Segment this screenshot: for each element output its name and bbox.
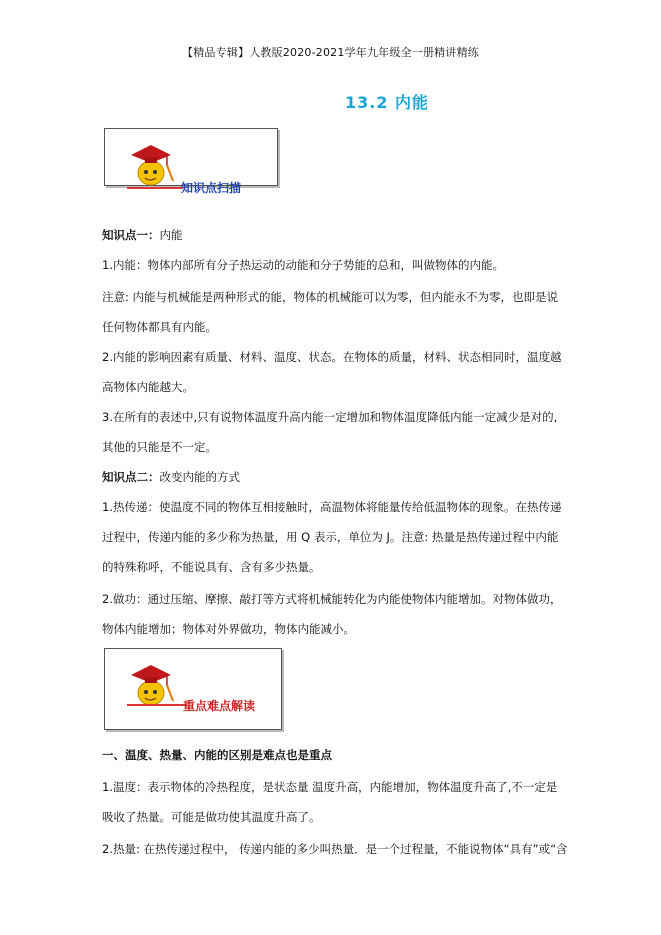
graduate-mascot-icon <box>121 657 177 709</box>
page-header: 【精品专辑】人教版2020-2021学年九年级全一册精讲精练 <box>182 46 479 59</box>
paragraph: 吸收了热量。可能是做功使其温度升高了。 <box>102 810 321 824</box>
paragraph: 1.热传递：使温度不同的物体互相接触时，高温物体将能量传给低温物体的现象。在热传递 <box>102 500 562 514</box>
knowledge-point-1-topic: 内能 <box>159 228 183 242</box>
paragraph: 1.内能：物体内部所有分子热运动的动能和分子势能的总和，叫做物体的内能。 <box>102 258 504 272</box>
paragraph: 3.在所有的表述中,只有说物体温度升高内能一定增加和物体温度降低内能一定减少是对的, <box>102 410 558 424</box>
knowledge-point-1 <box>102 220 562 250</box>
knowledge-point-2-topic: 改变内能的方式 <box>159 470 240 484</box>
badge-underline <box>127 704 187 706</box>
key-points-badge <box>104 648 282 730</box>
graduate-mascot-icon <box>121 137 177 189</box>
knowledge-point-2-heading: 知识点二： <box>102 470 160 484</box>
section-heading: 一、温度、热量、内能的区别是难点也是重点 <box>102 748 332 762</box>
paragraph: 高物体内能越大。 <box>102 380 194 394</box>
paragraph: 任何物体都具有内能。 <box>102 320 217 334</box>
paragraph: 2.热量: 在热传递过程中， 传递内能的多少叫热量．是一个过程量，不能说物体“具有”或“含 <box>102 842 568 856</box>
badge-underline <box>127 187 183 189</box>
knowledge-point-1-heading: 知识点一： <box>102 228 160 242</box>
paragraph: 2.内能的影响因素有质量、材料、温度、状态。在物体的质量，材料、状态相同时，温度越 <box>102 350 562 364</box>
paragraph: 过程中，传递内能的多少称为热量，用 Q 表示，单位为 J。注意: 热量是热传递过程中内能 <box>102 530 559 544</box>
knowledge-scan-label: 知识点扫描 <box>181 181 242 195</box>
key-points-label: 重点难点解读 <box>183 699 256 713</box>
page-title: 13.2 内能 <box>345 93 430 112</box>
paragraph: 2.做功：通过压缩、摩擦、敲打等方式将机械能转化为内能使物体内能增加。对物体做功， <box>102 592 562 606</box>
paragraph: 其他的只能是不一定。 <box>102 440 217 454</box>
knowledge-point-2 <box>102 462 562 492</box>
paragraph: 的特殊称呼，不能说具有、含有多少热量。 <box>102 560 321 574</box>
knowledge-scan-badge <box>104 128 278 195</box>
paragraph: 1.温度：表示物体的冷热程度，是状态量 温度升高，内能增加，物体温度升高了,不一定是 <box>102 780 558 794</box>
paragraph: 物体内能增加；物体对外界做功，物体内能减小。 <box>102 622 355 636</box>
paragraph: 注意: 内能与机械能是两种形式的能，物体的机械能可以为零，但内能永不为零，也即是说 <box>102 290 559 304</box>
